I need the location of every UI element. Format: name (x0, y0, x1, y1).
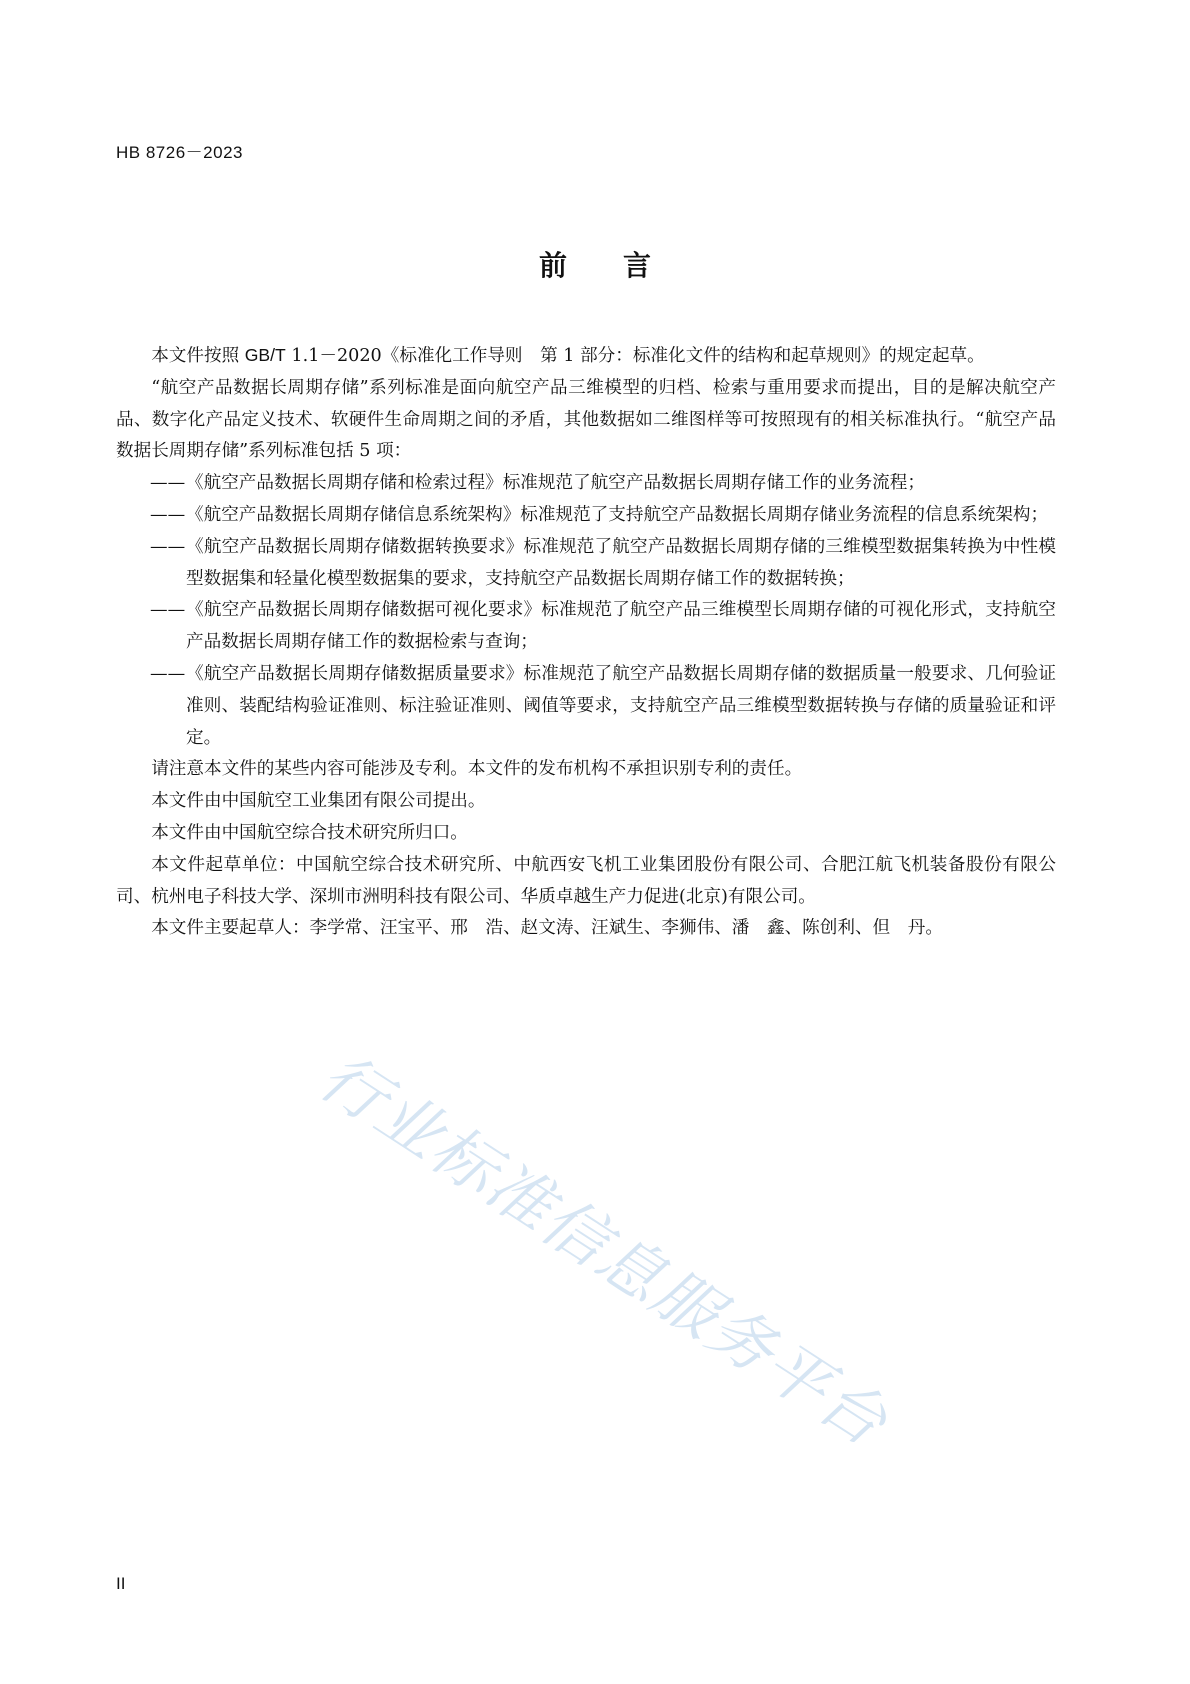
list-item: ——《航空产品数据长周期存储数据转换要求》标准规范了航空产品数据长周期存储的三维模型数据集转换为中性模型数据集和轻量化模型数据集的要求，支持航空产品数据长周期存储工作的数据转换； (116, 532, 1056, 596)
dash-marker: —— (150, 663, 186, 684)
page-title-char-1: 前 (538, 249, 567, 282)
dash-marker: —— (150, 536, 186, 557)
list-item: ——《航空产品数据长周期存储信息系统架构》标准规范了支持航空产品数据长周期存储业务流程的信息系统架构； (116, 500, 1056, 532)
gb-standard-ref: GB/T (244, 345, 286, 365)
watermark: 行业标准信息服务平台 (306, 1040, 901, 1462)
administrator-paragraph: 本文件由中国航空综合技术研究所归口。 (151, 822, 468, 843)
page-title-char-2: 言 (623, 249, 652, 282)
proposer-paragraph: 本文件由中国航空工业集团有限公司提出。 (151, 791, 486, 812)
drafting-rules-paragraph: 本文件按照 GB/T 1.1－2020《标准化工作导则 第 1 部分：标准化文件的结构和起草规则》的规定起草。 (151, 345, 985, 366)
drafters-paragraph: 本文件主要起草人：李学常、汪宝平、邢 浩、赵文涛、汪斌生、李狮伟、潘 鑫、陈创利、但 丹。 (151, 918, 943, 939)
drafting-units-paragraph: 本文件起草单位：中国航空综合技术研究所、中航西安飞机工业集团股份有限公司、合肥江航飞机装备股份有限公司、杭州电子科技大学、深圳市洲明科技有限公司、华质卓越生产力促进(北京)有限公司。 (116, 854, 1056, 907)
dash-marker: —— (150, 473, 186, 494)
dash-marker: —— (150, 600, 186, 621)
list-item: ——《航空产品数据长周期存储和检索过程》标准规范了航空产品数据长周期存储工作的业务流程； (116, 468, 1056, 500)
series-intro-paragraph: “航空产品数据长周期存储”系列标准是面向航空产品三维模型的归档、检索与重用要求而提出，目的是解决航空产品、数字化产品定义技术、软硬件生命周期之间的矛盾，其他数据如二维图样等可按照现有的相关标准执行。“航空产品数据长周期存储”系列标准包括 5 项： (116, 377, 1056, 462)
list-item: ——《航空产品数据长周期存储数据质量要求》标准规范了航空产品数据长周期存储的数据质量一般要求、几何验证准则、装配结构验证准则、标注验证准则、阈值等要求，支持航空产品三维模型数据转换与存储的质量验证和评定。 (116, 659, 1056, 754)
list-item: ——《航空产品数据长周期存储数据可视化要求》标准规范了航空产品三维模型长周期存储的可视化形式，支持航空产品数据长周期存储工作的数据检索与查询； (116, 595, 1056, 659)
foreword-body (116, 340, 1056, 945)
dash-marker: —— (150, 504, 186, 525)
page-title (0, 244, 1190, 284)
document-code: HB 8726－2023 (116, 143, 243, 162)
page-number: II (116, 1574, 126, 1593)
patent-notice-paragraph: 请注意本文件的某些内容可能涉及专利。本文件的发布机构不承担识别专利的责任。 (151, 759, 803, 780)
